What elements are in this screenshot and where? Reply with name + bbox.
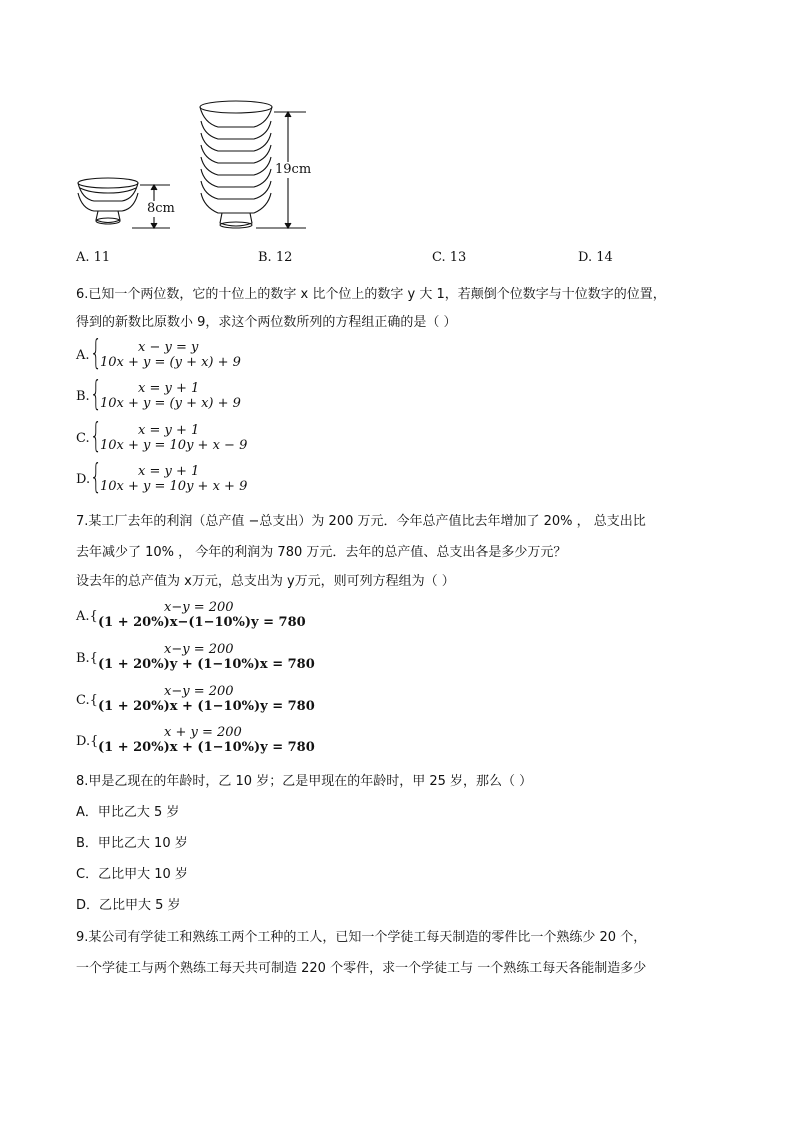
eq-top: x = y + 1 bbox=[138, 423, 200, 438]
eq-bottom: (1 + 20%)x−(1−10%)y = 780 bbox=[98, 615, 306, 630]
q8-option-d: D．乙比甲大 5 岁 bbox=[76, 898, 181, 913]
small-height-label: 8cm bbox=[147, 201, 175, 216]
q5-option-c: C. 13 bbox=[432, 250, 467, 265]
small-bowl-stack bbox=[78, 178, 138, 224]
eq-bottom: 10x + y = (y + x) + 9 bbox=[100, 396, 241, 411]
eq-top: x−y = 200 bbox=[164, 684, 234, 699]
q9-stem-line2: 一个学徒工与两个熟练工每天共可制造 220 个零件，求一个学徒工与 一个熟练工每天各能制造多少 bbox=[76, 961, 647, 976]
brace: { bbox=[90, 374, 102, 414]
q8-option-b: B．甲比乙大 10 岁 bbox=[76, 836, 188, 851]
brace: { bbox=[90, 333, 102, 373]
option-label: A. bbox=[76, 348, 90, 363]
eq-top: x − y = y bbox=[138, 340, 199, 355]
tall-bowl-stack bbox=[200, 101, 272, 228]
eq-top: x−y = 200 bbox=[164, 600, 234, 615]
brace: { bbox=[90, 457, 102, 497]
q6-stem-line1: 6.已知一个两位数，它的十位上的数字 x 比个位上的数字 y 大 1，若颠倒个位数字与十位数字的位置， bbox=[76, 287, 666, 302]
option-label: B. bbox=[76, 389, 90, 404]
q7-stem-line2: 去年减少了 10% ， 今年的利润为 780 万元．去年的总产值、总支出各是多少万元？ bbox=[76, 545, 567, 560]
eq-bottom: 10x + y = 10y + x − 9 bbox=[100, 438, 248, 453]
eq-top: x−y = 200 bbox=[164, 642, 234, 657]
option-label: D.{ bbox=[76, 734, 99, 749]
option-label: B.{ bbox=[76, 651, 98, 666]
q8-option-c: C．乙比甲大 10 岁 bbox=[76, 867, 188, 882]
eq-top: x + y = 200 bbox=[164, 725, 242, 740]
eq-bottom: 10x + y = (y + x) + 9 bbox=[100, 355, 241, 370]
eq-bottom: (1 + 20%)x + (1−10%)y = 780 bbox=[98, 740, 315, 755]
q8-option-a: A．甲比乙大 5 岁 bbox=[76, 805, 180, 820]
option-label: C.{ bbox=[76, 693, 98, 708]
q6-stem-line2: 得到的新数比原数小 9，求这个两位数所列的方程组正确的是（ ） bbox=[76, 315, 457, 330]
eq-bottom: 10x + y = 10y + x + 9 bbox=[100, 479, 248, 494]
q9-stem-line1: 9.某公司有学徒工和熟练工两个工种的工人，已知一个学徒工每天制造的零件比一个熟练少 20 个， bbox=[76, 930, 647, 945]
eq-bottom: (1 + 20%)y + (1−10%)x = 780 bbox=[98, 657, 315, 672]
option-label: C. bbox=[76, 431, 90, 446]
q5-option-a: A. 11 bbox=[76, 250, 111, 265]
option-label: D. bbox=[76, 472, 91, 487]
eq-top: x = y + 1 bbox=[138, 464, 200, 479]
q5-option-d: D. 14 bbox=[578, 250, 613, 265]
q7-stem-line3: 设去年的总产值为 x万元，总支出为 y万元，则可列方程组为（ ） bbox=[76, 574, 455, 589]
q8-stem: 8.甲是乙现在的年龄时，乙 10 岁；乙是甲现在的年龄时，甲 25 岁，那么（ ） bbox=[76, 774, 533, 789]
option-label: A.{ bbox=[76, 609, 98, 624]
brace: { bbox=[90, 416, 102, 456]
q7-stem-line1: 7.某工厂去年的利润（总产值 −总支出）为 200 万元．今年总产值比去年增加了 20% ， 总支出比 bbox=[76, 514, 646, 529]
q5-option-b: B. 12 bbox=[258, 250, 293, 265]
eq-top: x = y + 1 bbox=[138, 381, 200, 396]
eq-bottom: (1 + 20%)x + (1−10%)y = 780 bbox=[98, 699, 315, 714]
tall-height-label: 19cm bbox=[275, 162, 312, 177]
